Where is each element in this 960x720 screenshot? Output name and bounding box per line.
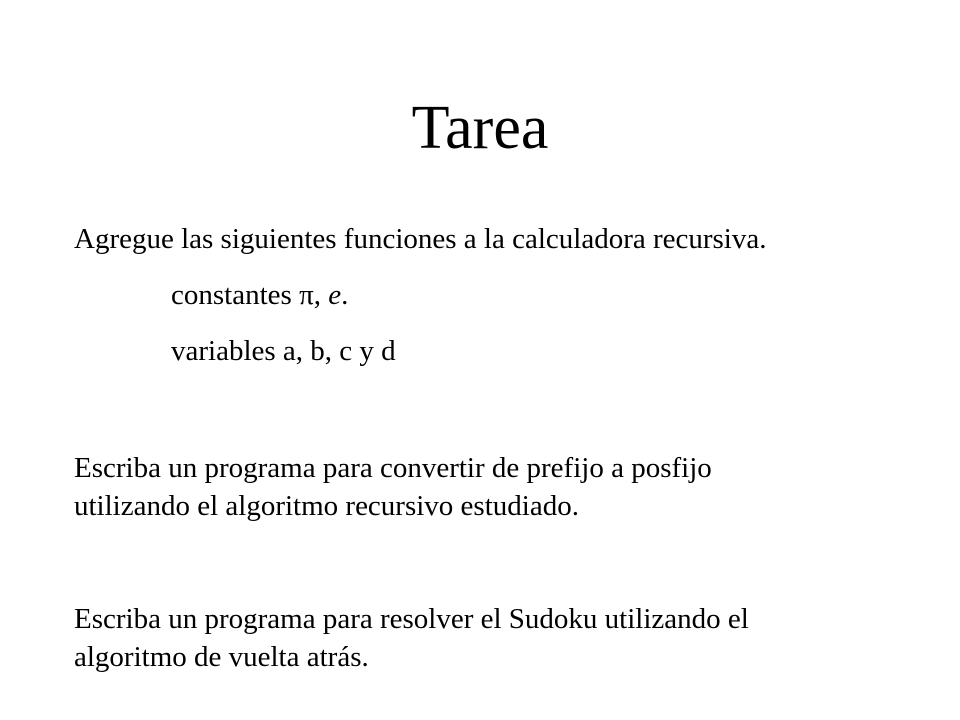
- e-symbol: e: [328, 279, 342, 311]
- task-sudoku-line-2: algoritmo de vuelta atrás.: [74, 641, 369, 673]
- constants-item: [171, 276, 348, 314]
- task-sudoku: [74, 600, 934, 676]
- task-prefix-postfix-line-1: Escriba un programa para convertir de prefijo a posfijo: [74, 452, 712, 484]
- task-prefix-postfix-line-2: utilizando el algoritmo recursivo estudiado.: [74, 490, 579, 522]
- task-prefix-postfix: [74, 449, 934, 525]
- task-sudoku-line-1: Escriba un programa para resolver el Sudoku utilizando el: [74, 603, 749, 635]
- pi-symbol: π: [299, 279, 314, 311]
- constants-prefix: constantes: [171, 279, 300, 311]
- intro-text: Agregue las siguientes funciones a la calculadora recursiva.: [74, 223, 767, 255]
- constants-suffix: .: [341, 279, 349, 311]
- variables-item: variables a, b, c y d: [171, 335, 396, 367]
- constants-separator: ,: [313, 279, 329, 311]
- slide-title: Tarea: [411, 94, 549, 162]
